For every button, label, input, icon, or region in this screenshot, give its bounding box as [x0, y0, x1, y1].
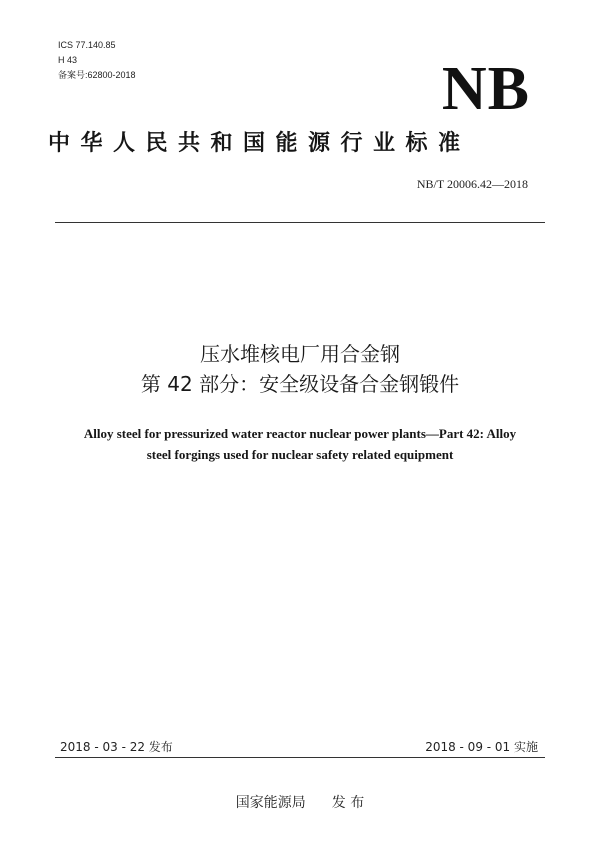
footer-divider [55, 757, 545, 758]
publisher-line [0, 792, 600, 812]
nb-logo: NB [441, 55, 530, 123]
title-en-line2: steel forgings used for nuclear safety related equipment [146, 447, 454, 462]
title-en [40, 423, 560, 465]
classification-block [58, 38, 136, 83]
issue-date: 2018 - 03 - 22 发布 [60, 740, 173, 754]
filing-number: 备案号:62800-2018 [58, 70, 136, 80]
standard-category-title: 中华人民共和国能源行业标准 [48, 131, 471, 156]
header-divider [55, 222, 545, 223]
publisher-name: 国家能源局 [235, 795, 306, 811]
title-cn-line2: 第 42 部分：安全级设备合金钢锻件 [140, 372, 460, 396]
implementation-date: 2018 - 09 - 01 实施 [425, 740, 538, 754]
ics-code: ICS 77.140.85 [58, 40, 116, 50]
publish-word: 发 布 [331, 795, 365, 811]
title-cn-line1: 压水堆核电厂用合金钢 [200, 342, 400, 366]
ccs-code: H 43 [58, 55, 78, 65]
standard-number: NB/T 20006.42—2018 [416, 177, 528, 191]
title-en-line1: Alloy steel for pressurized water reactor nuclear power plants—Part 42: Alloy [83, 426, 517, 441]
